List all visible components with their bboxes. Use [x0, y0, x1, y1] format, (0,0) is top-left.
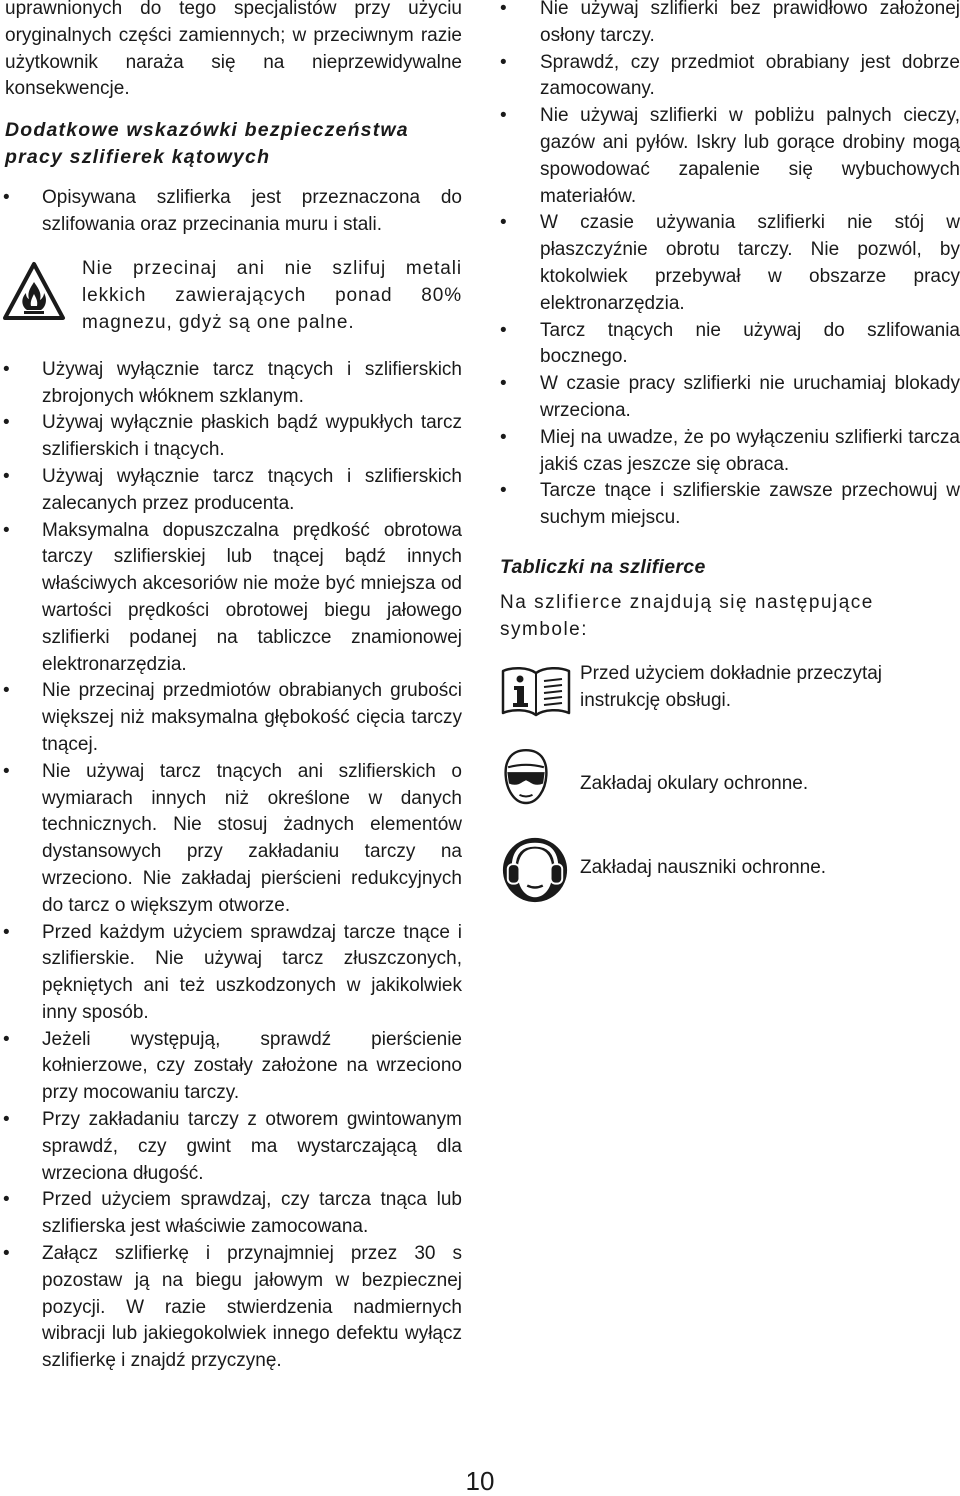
bullet-list-top — [0, 185, 462, 239]
list-item: • Nie przecinaj przedmiotów obrabianych grubości większej niż maksymalna głębokość cięcia tarczy tnącej. — [0, 678, 462, 758]
list-item: • Sprawdź, czy przedmiot obrabiany jest dobrze zamocowany. — [500, 50, 960, 104]
left-column — [0, 0, 462, 1375]
warning-block — [0, 256, 462, 336]
list-item: • Używaj wyłącznie płaskich bądź wypukłych tarcz szlifierskich i tnących. — [0, 410, 462, 464]
symbol-ears-row — [500, 839, 960, 911]
symbol-manual-row — [500, 661, 960, 737]
list-item: • Używaj wyłącznie tarcz tnących i szlifierskich zbrojonych włóknem szklanym. — [0, 357, 462, 411]
list-item: • Tarcze tnące i szlifierskie zawsze przechowuj w suchym miejscu. — [500, 478, 960, 532]
warning-text: Nie przecinaj ani nie szlifuj metali lekkich zawierających ponad 80% magnezu, gdyż są one palne. — [82, 258, 462, 333]
list-item: • Używaj wyłącznie tarcz tnących i szlifierskich zalecanych przez producenta. — [0, 464, 462, 518]
symbols-intro: Na szlifierce znajdują się następujące symbole: — [500, 591, 874, 640]
manual-info-icon — [500, 663, 572, 719]
symbol-text: Przed użyciem dokładnie przeczytaj instrukcję obsługi. — [580, 663, 883, 712]
list-item: • W czasie używania szlifierki nie stój w płaszczyźnie obrotu tarczy. Nie pozwól, by ktokolwiek przebywał w obszarze pracy elektronarzędzia. — [500, 210, 960, 317]
list-item: • Jeżeli występują, sprawdź pierścienie kołnierzowe, czy zostały założone na wrzeciono przy mocowaniu tarczy. — [0, 1027, 462, 1107]
list-item: • Tarcz tnących nie używaj do szlifowania bocznego. — [500, 318, 960, 372]
flammable-warning-icon — [2, 260, 66, 324]
symbols-heading: Tabliczki na szlifierce — [500, 555, 706, 578]
list-item: • Miej na uwadze, że po wyłączeniu szlifierki tarcza jakiś czas jeszcze się obraca. — [500, 425, 960, 479]
list-item: • W czasie pracy szlifierki nie uruchamiaj blokady wrzeciona. — [500, 371, 960, 425]
list-item: • Maksymalna dopuszczalna prędkość obrotowa tarczy szlifierskiej lub tnącej bądź innych właściwych akcesoriów nie może być mniejsza od wartości prędkości obrotowej biegu jałowego szlifierki podanej na tabliczce znamionowej elektronarzędzia. — [0, 518, 462, 679]
section-heading: Dodatkowe wskazówki bezpieczeństwa pracy szlifierek kątowych — [5, 119, 409, 168]
list-item: • Nie używaj tarcz tnących ani szlifierskich o wymiarach innych niż określone w danych technicznych. Nie stosuj żadnych elementów dystansowych przy zakładaniu tarczy na wrzeciono. Nie zakładaj pierścieni redukcyjnych do tarcz o większym otworze. — [0, 759, 462, 920]
right-column — [500, 0, 960, 911]
page-number: 10 — [465, 1466, 495, 1496]
list-item: • Przed użyciem sprawdzaj, czy tarcza tnąca lub szlifierska jest właściwie zamocowana. — [0, 1187, 462, 1241]
bullet-list-right — [500, 0, 960, 532]
list-item: • Przy zakładaniu tarczy z otworem gwintowanym sprawdź, czy gwint ma wystarczającą dla wrzeciona długość. — [0, 1107, 462, 1187]
safety-glasses-icon — [500, 743, 552, 811]
intro-paragraph: uprawnionych do tego specjalistów przy użyciu oryginalnych części zamiennych; w przeciwnym razie użytkownik naraża się na nieprzewidywalne konsekwencje. — [5, 0, 462, 100]
ear-protection-icon — [500, 835, 570, 905]
symbol-text: Zakładaj nauszniki ochronne. — [580, 857, 827, 879]
symbol-glasses-row — [500, 749, 960, 823]
list-item: • Załącz szlifierkę i przynajmniej przez 30 s pozostaw ją na biegu jałowym w bezpiecznej pozycji. W razie stwierdzenia nadmiernych wibracji lub jakiegokolwiek innego defektu wyłącz szlifierkę i znajdź przyczynę. — [0, 1241, 462, 1375]
list-item: • Nie używaj szlifierki bez prawidłowo założonej osłony tarczy. — [500, 0, 960, 50]
symbol-text: Zakładaj okulary ochronne. — [580, 773, 809, 795]
list-item: • Opisywana szlifierka jest przeznaczona do szlifowania oraz przecinania muru i stali. — [0, 185, 462, 239]
list-item: • Nie używaj szlifierki w pobliżu palnych cieczy, gazów ani pyłów. Iskry lub gorące drobiny mogą spowodować zapalenie się wybuchowych materiałów. — [500, 103, 960, 210]
list-item: • Przed każdym użyciem sprawdzaj tarcze tnące i szlifierskie. Nie używaj tarcz złuszczonych, pękniętych ani też uszkodzonych w jakikolwiek inny sposób. — [0, 920, 462, 1027]
bullet-list-main — [0, 357, 462, 1375]
